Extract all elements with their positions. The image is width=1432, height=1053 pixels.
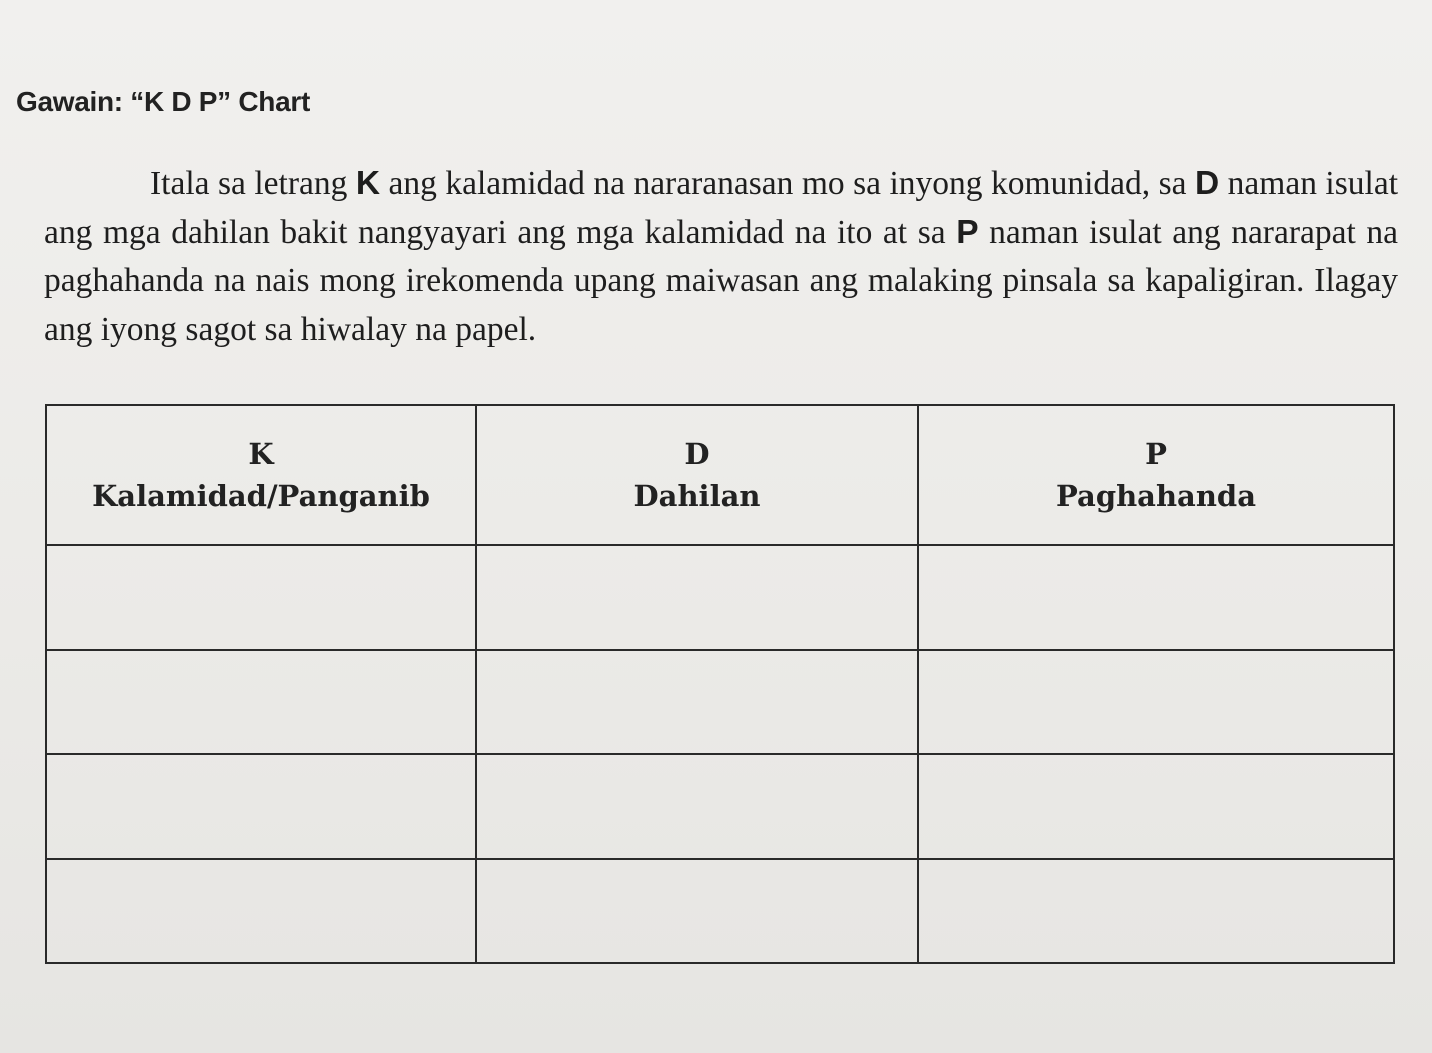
instructions-letter-k: K <box>355 165 381 202</box>
instructions-letter-p: P <box>956 213 979 251</box>
instructions-text-1: Itala sa letrang <box>150 165 356 202</box>
kdp-chart-table <box>45 404 1395 964</box>
column-label-kalamidad: Kalamidad/Panganib <box>92 479 430 513</box>
table-cell-p <box>918 754 1394 859</box>
table-cell-p <box>918 650 1394 755</box>
column-letter-k: K <box>248 437 274 471</box>
table-row <box>46 754 1394 859</box>
table-cell-k <box>46 545 476 650</box>
instructions-text-3: naman isulat ang mga dahilan bakit nangyayari ang mga kalamidad na ito at sa <box>44 165 1398 251</box>
column-header-k <box>46 405 476 545</box>
table-cell-k <box>46 859 476 964</box>
column-label-paghahanda: Paghahanda <box>1056 479 1256 513</box>
table-cell-k <box>46 754 476 859</box>
table-cell-d <box>476 545 918 650</box>
table-row <box>46 859 1394 964</box>
instructions-text-2: ang kalamidad na nararanasan mo sa inyong komunidad, sa <box>380 165 1195 202</box>
column-header-p <box>918 405 1394 545</box>
column-letter-p: P <box>1145 437 1167 471</box>
table-row <box>46 650 1394 755</box>
table-cell-d <box>476 859 918 964</box>
column-header-d <box>476 405 918 545</box>
table-cell-p <box>918 545 1394 650</box>
instructions-paragraph <box>44 160 1398 354</box>
table-cell-p <box>918 859 1394 964</box>
column-letter-d: D <box>684 437 710 471</box>
table-cell-k <box>46 650 476 755</box>
activity-title: Gawain: “K D P” Chart <box>16 86 310 117</box>
table-row <box>46 545 1394 650</box>
table-cell-d <box>476 754 918 859</box>
table-header-row <box>46 405 1394 545</box>
table-cell-d <box>476 650 918 755</box>
column-label-dahilan: Dahilan <box>633 479 761 513</box>
instructions-letter-d: D <box>1194 165 1220 202</box>
instructions-text-4: naman isulat ang nararapat na paghahanda na nais mong irekomenda upang maiwasan ang malaking pinsala sa kapaligiran. Ilagay ang iyong sagot sa hiwalay na papel. <box>44 213 1398 348</box>
